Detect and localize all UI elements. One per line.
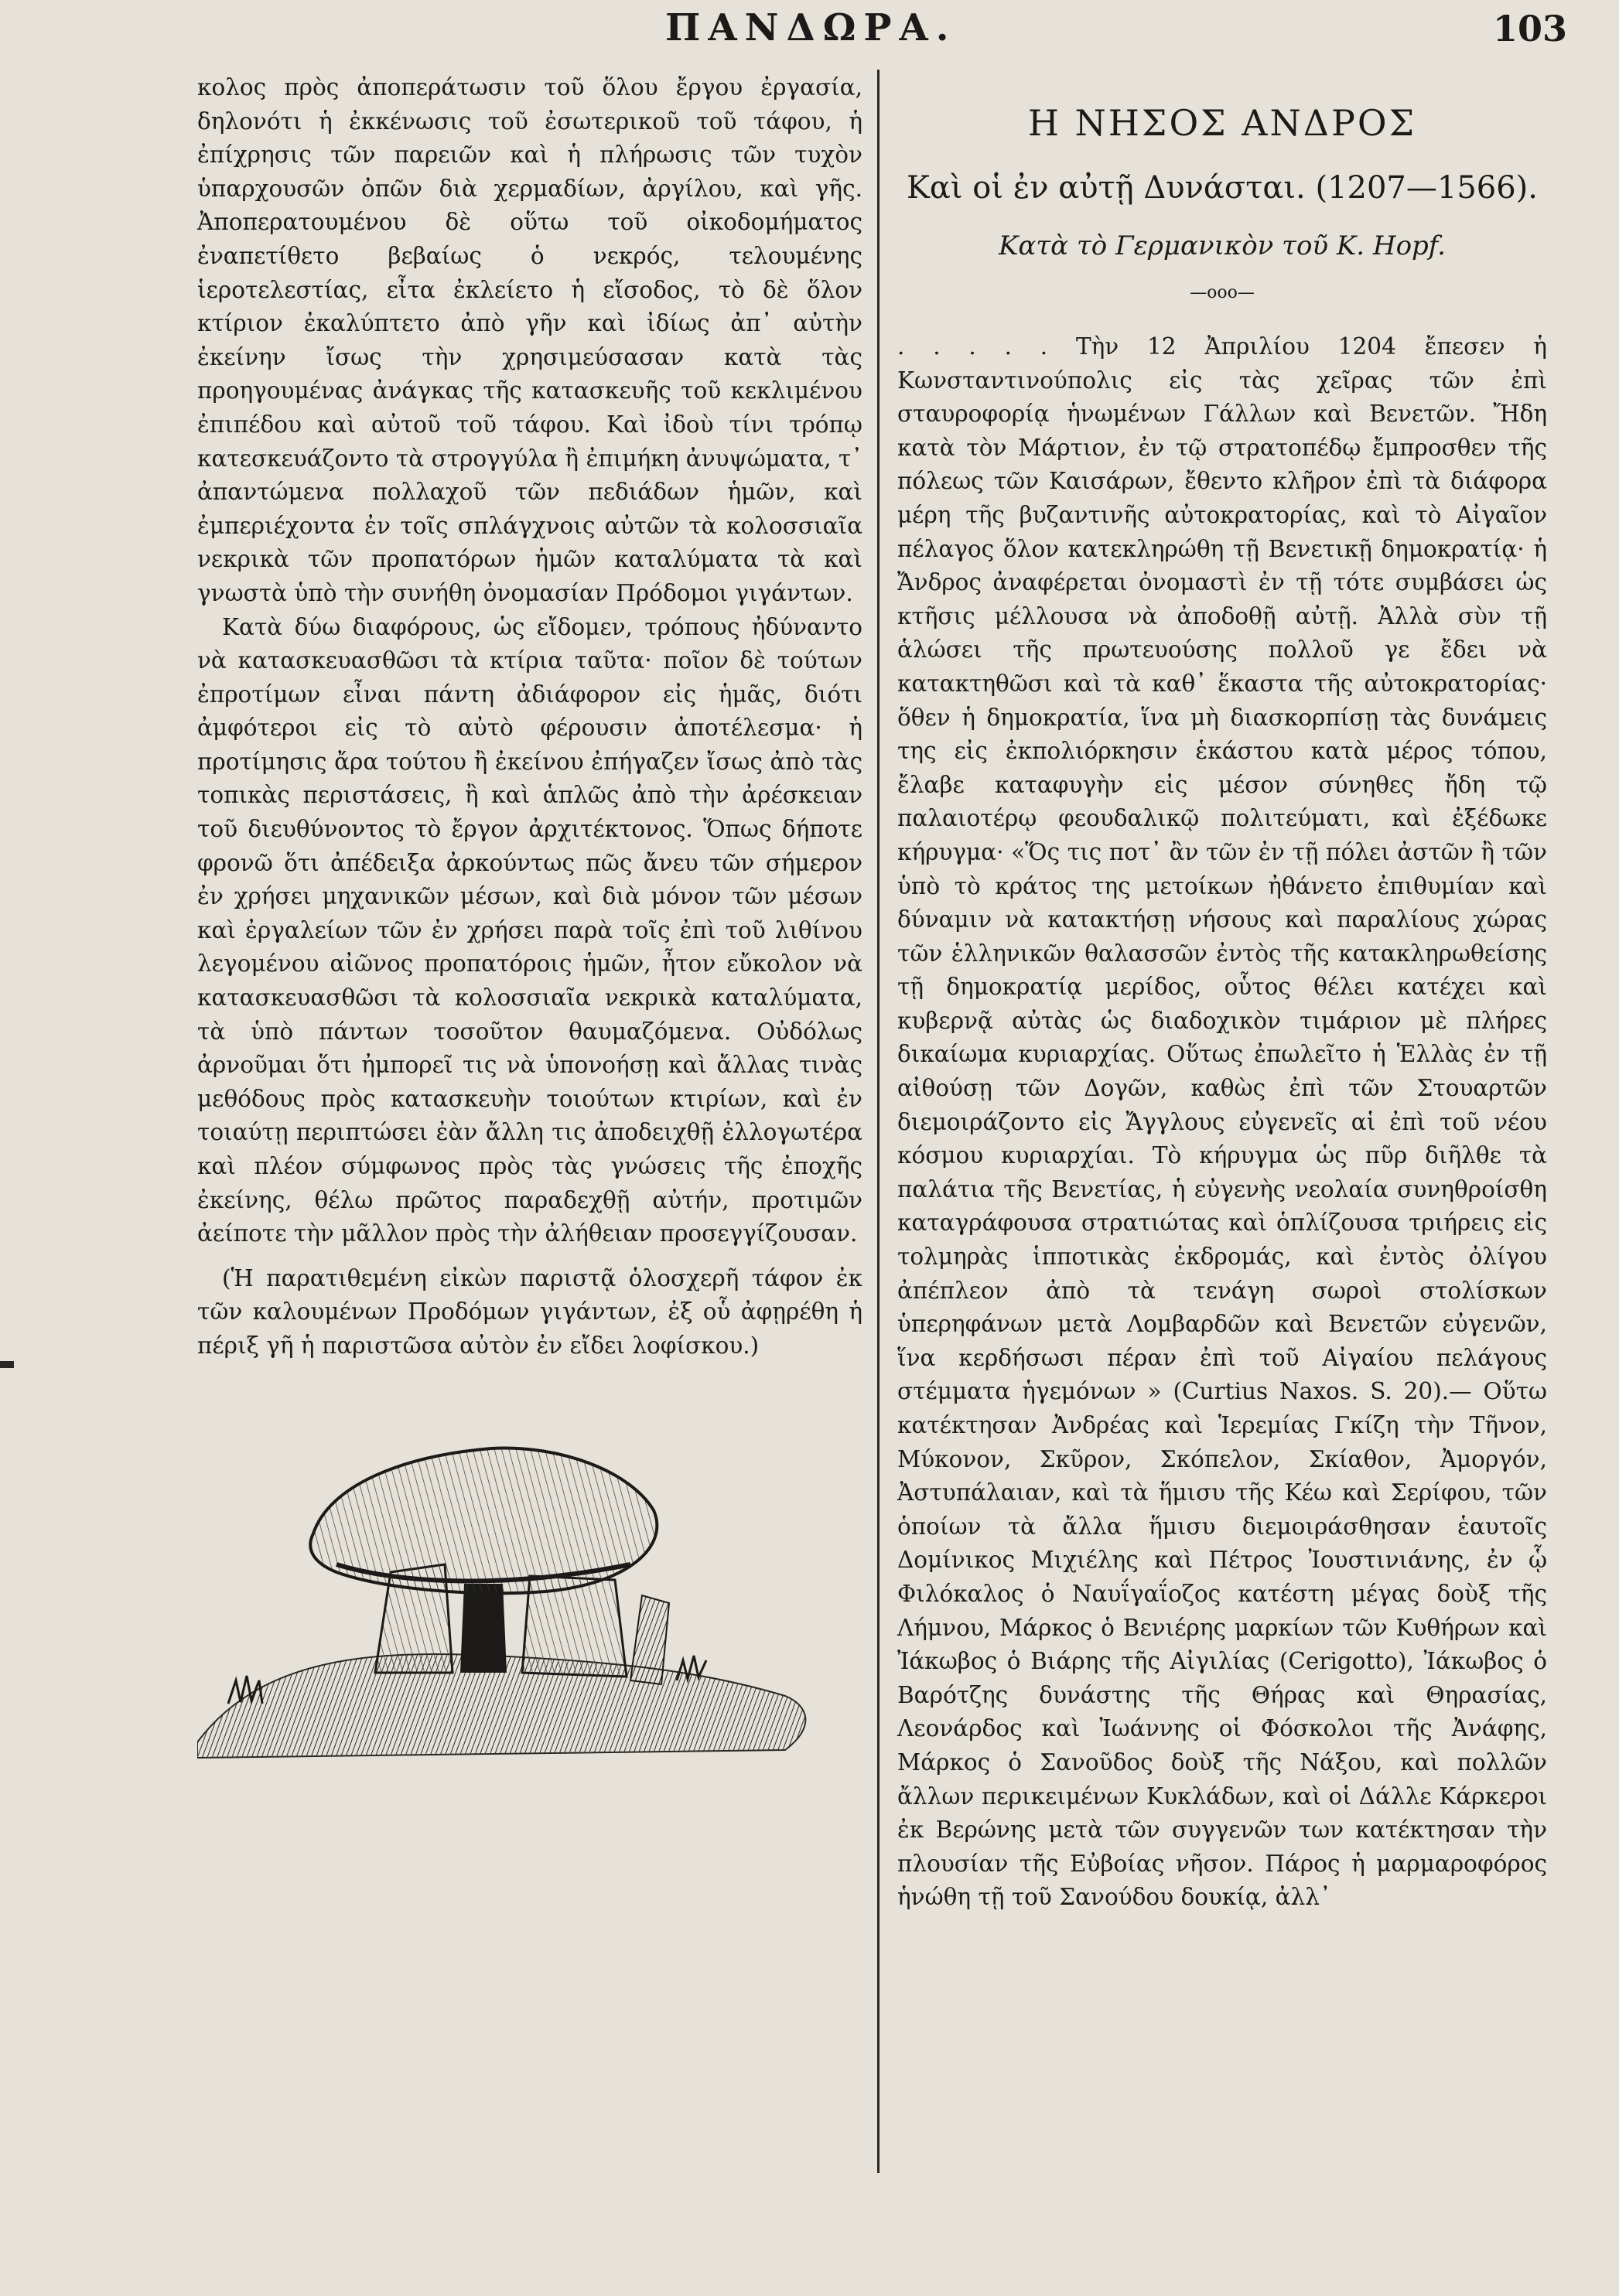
left-paragraph-2: Κατὰ δύω διαφόρους, ὡς εἴδομεν, τρόπους ἠδύναντο νὰ κατασκευασθῶσι τὰ κτίρια ταῦτα· ποῖον δὲ τούτων ἐπροτίμων εἶναι πάντη ἀδιάφορον εἰς ἡμᾶς, διότι ἀμφότεροι εἰς τὸ αὐτὸ φέρουσιν ἀποτέλεσμα· ἡ προτίμησις ἄρα τούτου ἢ ἐκείνου ἐπήγαζεν ἴσως ἀπὸ τὰς τοπικὰς περιστάσεις, ἢ καὶ ἁπλῶς ἀπὸ τὴν ἀρέσκειαν τοῦ διευθύνοντος τὸ ἔργον ἀρχιτέκτονος. Ὅπως δήποτε φρονῶ ὅτι ἀπέδειξα ἀρκούντως πῶς ἄνευ τῶν σήμερον ἐν χρήσει μηχανικῶν μέσων, καὶ διὰ μόνον τῶν μέσων καὶ ἐργαλείων τῶν ἐν χρήσει παρὰ τοῖς ἐπὶ τοῦ λιθίνου λεγομένου αἰῶνος προπατόροις ἡμῶν, ἦτον εὔκολον νὰ κατασκευασθῶσι τὰ κολοσσιαῖα νεκρικὰ καταλύματα, τὰ ὑπὸ πάντων τοσοῦτον θαυμαζόμενα. Οὐδόλως ἀρνοῦμαι ὅτι ἠμπορεῖ τις νὰ ὑπονοήσῃ καὶ ἄλλας τινὰς μεθόδους πρὸς κατασκευὴν τοιούτων κτιρίων, καὶ ἐν τοιαύτῃ περιπτώσει ἐὰν ἄλλη τις ἀποδειχθῇ ἐλλογωτέρα καὶ πλέον σύμφωνος πρὸς τὰς γνώσεις τῆς ἐποχῆς ἐκείνης, θέλω πρῶτος παραδεχθῇ αὐτήν, προτιμῶν ἀείποτε τὴν μᾶλλον πρὸς τὴν ἀλήθειαν προσεγγίζουσαν.	[197, 613, 862, 1247]
article-byline: Κατὰ τὸ Γερμανικὸν τοῦ Κ. Hopf.	[999, 230, 1446, 261]
article-subtitle: Καὶ οἱ ἐν αὐτῇ Δυνάσται. (1207—1566).	[906, 170, 1538, 206]
margin-mark	[0, 1361, 14, 1368]
running-head	[0, 6, 1619, 60]
page-number: 103	[1493, 8, 1568, 49]
dolmen-illustration	[197, 1418, 839, 1773]
left-column	[197, 71, 862, 1773]
dolmen-engraving	[197, 1418, 839, 1773]
journal-title: ΠΑΝΔΩΡΑ.	[665, 6, 957, 49]
right-paragraph-1: . . . . . Τὴν 12 Ἀπριλίου 1204 ἔπεσεν ἡ Κωνσταντινούπολις εἰς τὰς χεῖρας τῶν ἐπὶ σταυροφορίᾳ ἡνωμένων Γάλλων καὶ Βενετῶν. Ἤδη κατὰ τὸν Μάρτιον, ἐν τῷ στρατοπέδῳ ἔμπροσθεν τῆς πόλεως τῶν Καισάρων, ἔθεντο κλῆρον ἐπὶ τὰ διάφορα μέρη τῆς βυζαντινῆς αὐτοκρατορίας, καὶ τὸ Αἰγαῖον πέλαγος ὅλον κατεκληρώθη τῇ Βενετικῇ δημοκρατίᾳ· ἡ Ἄνδρος ἀναφέρεται ὀνομαστὶ ἐν τῇ τότε συμβάσει ὡς κτῆσις μέλλουσα νὰ ἀποδοθῇ αὐτῇ. Ἀλλὰ σὺν τῇ ἁλώσει τῆς πρωτευούσης πολλοῦ γε ἔδει νὰ κατακτηθῶσι καὶ τὰ καθ᾽ ἕκαστα τῆς αὐτοκρατορίας· ὅθεν ἡ δημοκρατία, ἵνα μὴ διασκορπίσῃ τὰς δυνάμεις της εἰς ἐκπολιόρκησιν ἑκάστου κατὰ μέρος τόπου, ἔλαβε καταφυγὴν εἰς μέσον σύνηθες ἤδη τῷ παλαιοτέρῳ φεουδαλικῷ πολιτεύματι, καὶ ἐξέδωκε κήρυγμα· «Ὅς τις ποτ᾽ ἂν τῶν ἐν τῇ πόλει ἀστῶν ἢ τῶν ὑπὸ τὸ κράτος της μετοίκων ἠθάνετο ἐπιθυμίαν καὶ δύναμιν νὰ κατακτήσῃ νήσους καὶ παραλίους χώρας τῶν ἑλληνικῶν θαλασσῶν ἐντὸς τῆς κατακληρωθείσης τῇ δημοκρατίᾳ μερίδος, οὗτος θέλει κατέχει καὶ κυβερνᾷ αὐτὰς ὡς διαδοχικὸν τιμάριον μὲ πλήρες δικαίωμα κυριαρχίας. Οὕτως ἐπωλεῖτο ἡ Ἑλλὰς ἐν τῇ αἰθούσῃ τῶν Δογῶν, καθὼς ἐπὶ τῶν Στουαρτῶν διεμοιράζοντο εἰς Ἄγγλους εὐγενεῖς αἱ ἐπὶ τοῦ νέου κόσμου κυριαρχίαι. Τὸ κήρυγμα ὡς πῦρ διῆλθε τὰ παλάτια τῆς Βενετίας, ἡ εὐγενὴς νεολαία συνηθροίσθη καταγράφουσα στρατιώτας καὶ ὁπλίζουσα τριήρεις εἰς τολμηρὰς ἱπποτικὰς ἐκδρομάς, καὶ ἐντὸς ὀλίγου ἀπέπλεον ἀπὸ τὰ τενάγη σωροὶ στολίσκων ὑπερηφάνων μετὰ Λομβαρδῶν καὶ Βενετῶν εὐγενῶν, ἵνα κερδήσωσι πέραν ἐπὶ τοῦ Αἰγαίου πελάγους στέμματα ἡγεμόνων » (Curtius Naxos. S. 20).— Οὕτω κατέκτησαν Ἀνδρέας καὶ Ἱερεμίας Γκίζη τὴν Τῆνον, Μύκονον, Σκῦρον, Σκόπελον, Σκίαθον, Ἀμοργόν, Ἀστυπάλαιαν, καὶ τὰ ἥμισυ τῆς Κέω καὶ Σερίφου, τῶν ὁποίων τὰ ἄλλα ἥμισυ διεμοιράσθησαν ἑαυτοῖς Δομίνικος Μιχιέλης καὶ Πέτρος Ἰουστινιάνης, ἐν ᾧ Φιλόκαλος ὁ Ναυΐγαΐοζος κατέστη μέγας δοὺξ τῆς Λήμνου, Μάρκος ὁ Βενιέρης μαρκίων τῶν Κυθήρων καὶ Ἰάκωβος ὁ Βιάρης τῆς Αἰγιλίας (Cerigotto), Ἰάκωβος ὁ Βαρότζης δυνάστης τῆς Θήρας καὶ Θηρασίας, Λεονάρδος καὶ Ἰωάννης οἱ Φόσκολοι τῆς Ἀνάφης, Μάρκος ὁ Σανοῦδος δοὺξ τῆς Νάξου, καὶ πολλῶν ἄλλων περικειμένων Κυκλάδων, καὶ οἱ Δάλλε Κάρκεροι ἐκ Βερώνης μετὰ τῶν συγγενῶν των κατέκτησαν τὴν πλουσίαν τῆς Εὐβοίας νῆσον. Πάρος ἡ μαρμαροφόρος ἡνώθη τῇ τοῦ Σανούδου δουκίᾳ, ἀλλ᾽	[897, 333, 1547, 1911]
section-divider: —οοο—	[1190, 283, 1255, 302]
article-title: Η ΝΗΣΟΣ ΑΝΔΡΟΣ	[1027, 102, 1417, 144]
figure-caption: (Ἡ παρατιθεμένη εἰκὼν παριστᾷ ὁλοσχερῆ τάφον ἐκ τῶν καλουμένων Προδόμων γιγάντων, ἐξ οὗ ἀφῃρέθη ἡ πέριξ γῆ ἡ παριστῶσα αὐτὸν ἐν εἴδει λοφίσκου.)	[197, 1264, 862, 1359]
column-rule	[877, 70, 880, 2173]
right-column	[897, 71, 1547, 1915]
left-paragraph-1: κολος πρὸς ἀποπεράτωσιν τοῦ ὅλου ἔργου ἐργασία, δηλονότι ἡ ἐκκένωσις τοῦ ἐσωτερικοῦ τοῦ τάφου, ἡ ἐπίχρησις τῶν παρειῶν καὶ ἡ πλήρωσις τῶν τυχὸν ὑπαρχουσῶν ὀπῶν διὰ χερμαδίων, ἀργίλου, καὶ γῆς. Ἀποπερατουμένου δὲ οὕτω τοῦ οἰκοδομήματος ἐναπετίθετο βεβαίως ὁ νεκρός, τελουμένης ἱεροτελεστίας, εἶτα ἐκλείετο ἡ εἴσοδος, τὸ δὲ ὅλον κτίριον ἐκαλύπτετο ἀπὸ γῆν καὶ ἰδίως ἀπ᾽ αὐτὴν ἐκείνην ἴσως τὴν χρησιμεύσασαν κατὰ τὰς προηγουμένας ἀνάγκας τῆς κατασκευῆς τοῦ κεκλιμένου ἐπιπέδου καὶ αὐτοῦ τοῦ τάφου. Καὶ ἰδοὺ τίνι τρόπῳ κατεσκευάζοντο τὰ στρογγύλα ἢ ἐπιμήκη ἀνυψώματα, τ᾽ ἀπαντώμενα πολλαχοῦ τῶν πεδιάδων ἡμῶν, καὶ ἐμπεριέχοντα ἐν τοῖς σπλάγχνοις αὐτῶν τὰ κολοσσιαῖα νεκρικὰ τῶν προπατόρων ἡμῶν καταλύματα τὰ καὶ γνωστὰ ὑπὸ τὴν συνήθη ὀνομασίαν Πρόδομοι γιγάντων.	[197, 74, 862, 606]
